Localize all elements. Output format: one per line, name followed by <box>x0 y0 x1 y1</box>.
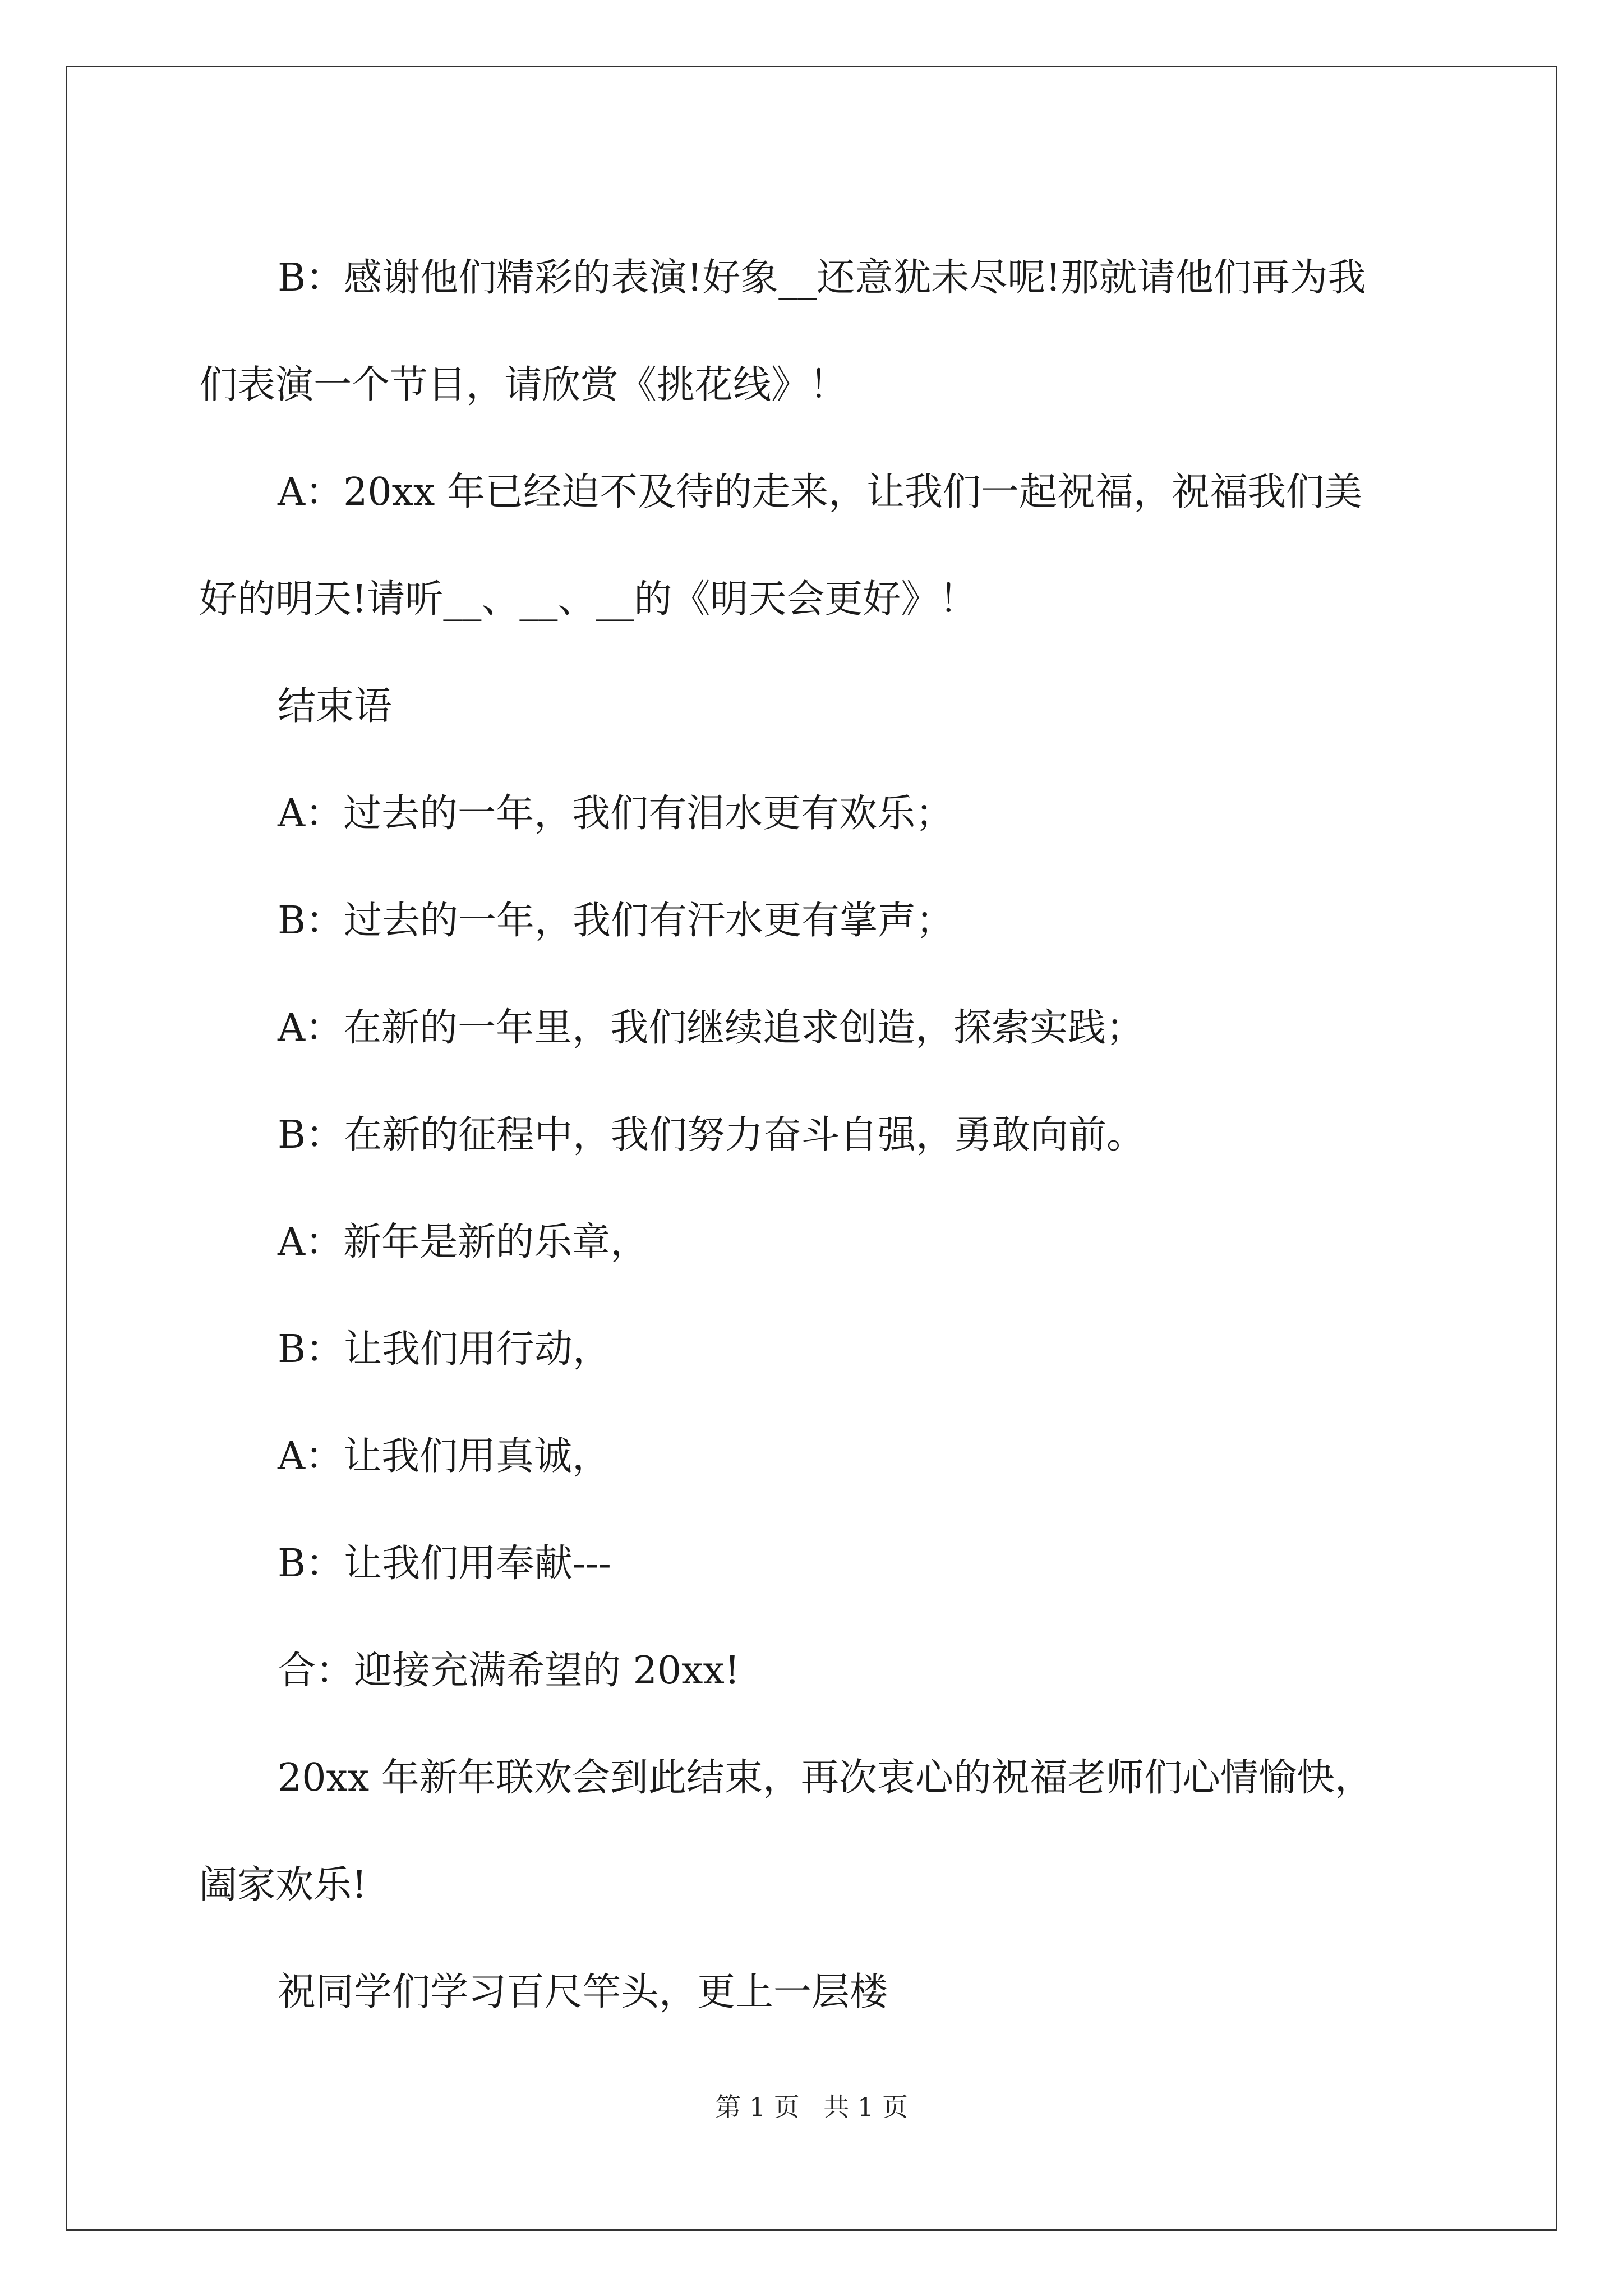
paragraph: A：20xx 年已经迫不及待的走来，让我们一起祝福，祝福我们美 <box>278 470 1362 514</box>
paragraph: A：在新的一年里，我们继续追求创造，探索实践； <box>278 1006 1145 1050</box>
paragraph: B：让我们用奉献--- <box>278 1542 611 1586</box>
section-heading: 结束语 <box>278 684 393 729</box>
paragraph: 祝同学们学习百尺竿头，更上一层楼 <box>278 1970 888 2014</box>
page-footer <box>0 2087 1623 2124</box>
paragraph: B：感谢他们精彩的表演!好象__还意犹未尽呢!那就请他们再为我 <box>278 256 1366 300</box>
paragraph: B：过去的一年，我们有汗水更有掌声； <box>278 899 954 943</box>
document-body <box>199 224 1450 2046</box>
paragraph: B：让我们用行动， <box>278 1327 611 1372</box>
page-total: 共 1 页 <box>823 2092 908 2122</box>
paragraph: A：让我们用真诚， <box>278 1434 611 1479</box>
paragraph: 合：迎接充满希望的 20xx! <box>278 1649 740 1693</box>
paragraph: 们表演一个节目，请欣赏《挑花线》！ <box>199 363 848 407</box>
paragraph: 阖家欢乐! <box>199 1863 367 1907</box>
page-number: 第 1 页 <box>715 2092 800 2122</box>
paragraph: 20xx 年新年联欢会到此结束，再次衷心的祝福老师们心情愉快， <box>278 1756 1373 1800</box>
paragraph: A：过去的一年，我们有泪水更有欢乐； <box>278 792 954 836</box>
paragraph: B：在新的征程中，我们努力奋斗自强，勇敢向前。 <box>278 1113 1145 1157</box>
paragraph: 好的明天!请听__、__、__的《明天会更好》！ <box>199 577 978 622</box>
paragraph: A：新年是新的乐章， <box>278 1220 649 1264</box>
